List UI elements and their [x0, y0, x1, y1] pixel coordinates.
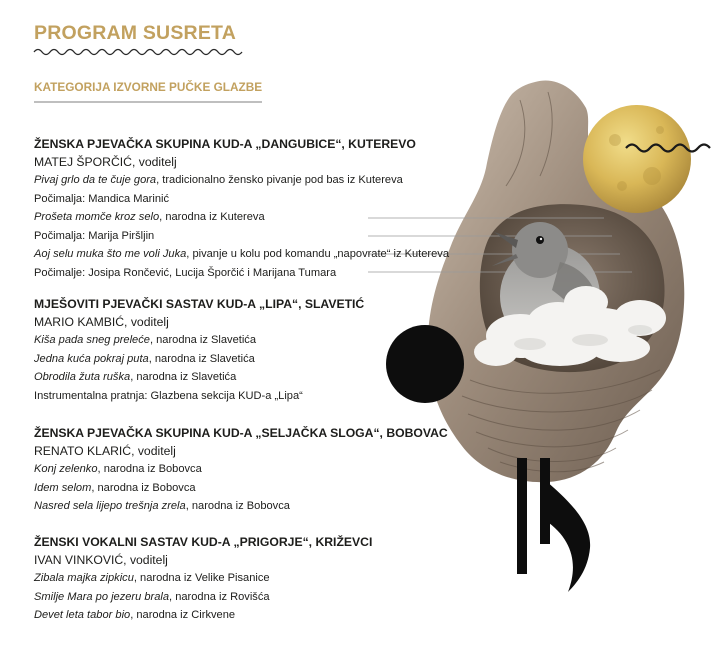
note-flag	[545, 480, 590, 592]
song-title: Kiša pada sneg preleće	[34, 334, 150, 346]
group-leader: IVAN VINKOVIĆ, voditelj	[34, 553, 168, 567]
song-desc: , narodna iz Kutereva	[159, 211, 265, 224]
song-desc: , narodna iz Bobovca	[91, 481, 196, 494]
wavy-underline	[34, 50, 242, 55]
song-desc: , pivanje u kolu pod komandu „napovrate“ iz Kutereva	[186, 248, 450, 261]
group-name: ŽENSKA PJEVAČKA SKUPINA KUD-A „DANGUBICE“, KUTEREVO	[34, 137, 416, 151]
program-item	[34, 331, 364, 350]
note-stem-left	[517, 458, 527, 574]
program-item	[34, 171, 449, 190]
song-title: Pivaj grlo da te čuje gora	[34, 174, 157, 186]
song-title: Prošeta momče kroz selo	[34, 211, 160, 224]
song-title: Zibala majka zipkicu	[34, 572, 134, 584]
bird-eye	[536, 236, 544, 244]
song-desc: Počimalja: Mandica Marinić	[34, 192, 170, 205]
program-item	[34, 350, 364, 369]
song-title: Obrodila žuta ruška	[34, 371, 131, 384]
song-title: Konj zelenko	[34, 463, 98, 475]
song-desc: Počimalja: Marija Piršljin	[34, 229, 155, 242]
program-item	[34, 606, 372, 625]
song-desc: , narodna iz Slavetića	[130, 371, 237, 384]
group-leader: MARIO KAMBIĆ, voditelj	[34, 315, 169, 329]
song-desc: Instrumentalna pratnja: Glazbena sekcija KUD-a „Lipa“	[34, 389, 303, 402]
program-item	[34, 227, 449, 246]
program-group	[34, 424, 448, 516]
song-desc: Počimalje: Josipa Rončević, Lucija Šporčić i Marijana Tumara	[34, 266, 337, 279]
song-desc: , narodna iz Slavetića	[149, 334, 257, 346]
program-group	[34, 135, 449, 283]
gold-disc	[583, 105, 691, 213]
group-name: ŽENSKI VOKALNI SASTAV KUD-A „PRIGORJE“, KRIŽEVCI	[34, 535, 373, 549]
program-item	[34, 569, 372, 588]
song-title: Idem selom	[34, 481, 92, 494]
song-desc: , narodna iz Bobovca	[185, 500, 290, 513]
program-item	[34, 588, 372, 607]
black-disc	[386, 325, 464, 403]
song-title: Jedna kuća pokraj puta	[34, 352, 149, 365]
song-desc: , narodna iz Bobovca	[97, 463, 202, 475]
song-title: Nasred sela lijepo trešnja zrela	[34, 500, 186, 513]
song-desc: , narodna iz Rovišća	[169, 590, 270, 603]
program-item	[34, 479, 448, 498]
song-desc: , tradicionalno žensko pivanje pod bas iz Kutereva	[156, 174, 403, 186]
program-item	[34, 264, 449, 283]
song-desc: , narodna iz Cirkvene	[130, 609, 236, 622]
song-desc: , narodna iz Slavetića	[148, 352, 255, 365]
program-group	[34, 533, 372, 625]
song-desc: , narodna iz Velike Pisanice	[133, 572, 270, 584]
program-item	[34, 387, 364, 406]
program-item	[34, 190, 449, 209]
group-name: MJEŠOVITI PJEVAČKI SASTAV KUD-A „LIPA“, SLAVETIĆ	[34, 297, 365, 311]
program-item	[34, 208, 449, 227]
category-heading: KATEGORIJA IZVORNE PUČKE GLAZBE	[34, 80, 263, 94]
group-leader: RENATO KLARIĆ, voditelj	[34, 444, 176, 458]
program-group	[34, 295, 364, 405]
song-title: Aoj selu muka što me voli Juka	[34, 248, 187, 261]
page-title: PROGRAM SUSRETA	[34, 22, 236, 44]
program-item	[34, 245, 449, 264]
program-item	[34, 368, 364, 387]
song-title: Devet leta tabor bio	[34, 609, 131, 622]
song-title: Smilje Mara po jezeru brala	[34, 590, 170, 603]
group-leader: MATEJ ŠPORČIĆ, voditelj	[34, 155, 177, 169]
group-name: ŽENSKA PJEVAČKA SKUPINA KUD-A „SELJAČKA SLOGA“, BOBOVAC	[34, 426, 448, 440]
program-item	[34, 460, 448, 479]
program-item	[34, 497, 448, 516]
